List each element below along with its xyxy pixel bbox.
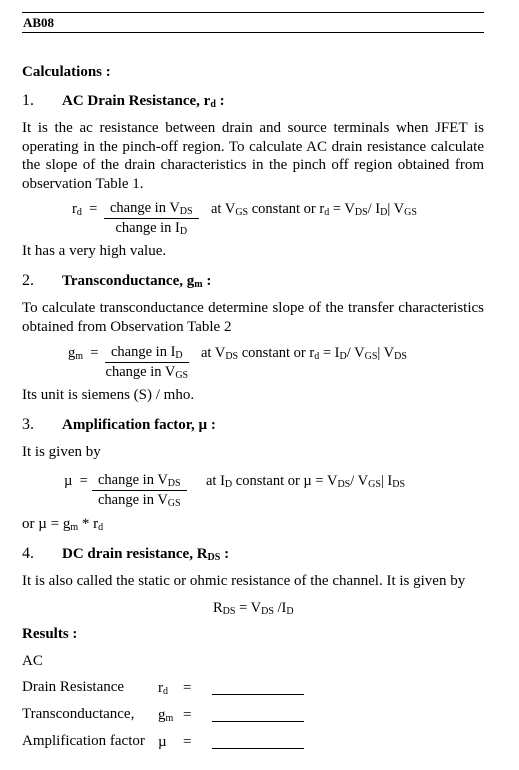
header-top-rule: [22, 12, 484, 13]
result-drain-resistance-equals: =: [183, 680, 192, 696]
section-2-fraction: change in $I_D$ change in $V_{GS}$: [105, 344, 189, 381]
section-2-heading: 2. Transconductance, $g_m$ :: [22, 272, 212, 290]
section-3-equation-rhs: at $I_D$ constant or $\mu = V_{DS}/$ $V_{GS}|$ $I_{DS}$: [206, 473, 406, 490]
section-3-fraction: change in $V_{DS}$ change in $V_{GS}$: [92, 472, 187, 509]
result-transconductance-blank: [212, 721, 304, 722]
result-drain-resistance-blank: [212, 694, 304, 695]
result-amplification-blank: [212, 748, 304, 749]
calculations-heading: Calculations :: [22, 64, 111, 80]
section-4-paragraph: It is also called the static or ohmic resistance of the channel. It is given by: [22, 573, 466, 589]
section-4-equation: $R_{DS} = V_{DS}$ $/I_D$: [213, 600, 294, 617]
section-2-note: Its unit is siemens (S) / mho.: [22, 387, 195, 403]
section-2-paragraph: To calculate transconductance determine slope of the transfer characteristics obtained from Observation Table 2: [22, 300, 484, 335]
section-1-fraction: change in $V_{DS}$ change in $I_D$: [104, 200, 199, 237]
section-3-alt-formula: or $\mu = g_m * r_d$: [22, 516, 104, 533]
result-drain-resistance-label: Drain Resistance: [22, 679, 125, 695]
results-heading: Results :: [22, 626, 78, 642]
section-1-equation-rhs: at $V_{GS}$ constant or $r_d = V_{DS}/$ $I_D|$ $V_{GS}$: [211, 201, 417, 218]
section-1-equation-lhs: $r_d$ =: [72, 201, 98, 218]
result-drain-resistance-symbol: $r_d$: [158, 680, 168, 697]
results-ac-label: AC: [22, 653, 43, 669]
result-transconductance-symbol: $g_m$: [158, 707, 174, 724]
header-bottom-rule: [22, 32, 484, 33]
document-code: AB08: [23, 15, 55, 30]
result-amplification-label: Amplification factor: [22, 733, 145, 749]
section-3-heading: 3. Amplification factor, µ :: [22, 416, 216, 433]
section-2-equation-rhs: at $V_{DS}$ constant or $r_d = I_D/$ $V_{GS}|$ $V_{DS}$: [201, 345, 407, 362]
section-3-given: It is given by: [22, 444, 101, 460]
result-transconductance-equals: =: [183, 707, 192, 723]
section-2-equation-lhs: $g_m$ =: [68, 345, 99, 362]
section-1-note: It has a very high value.: [22, 243, 167, 259]
section-1-paragraph: It is the ac resistance between drain and source terminals when JFET is operating in the pinch-off region. To calculate AC drain resistance calculate the slope of the drain characteristics in the pinch off region obtained from observation Table 1.: [22, 120, 484, 192]
section-4-heading: 4. DC drain resistance, $R_{DS}$ :: [22, 545, 230, 563]
section-3-equation-lhs: µ =: [64, 473, 88, 489]
result-transconductance-label: Transconductance,: [22, 706, 135, 722]
section-1-heading: 1. AC Drain Resistance, $r_d$ :: [22, 92, 225, 110]
result-amplification-symbol: µ: [158, 734, 167, 750]
result-amplification-equals: =: [183, 734, 192, 750]
